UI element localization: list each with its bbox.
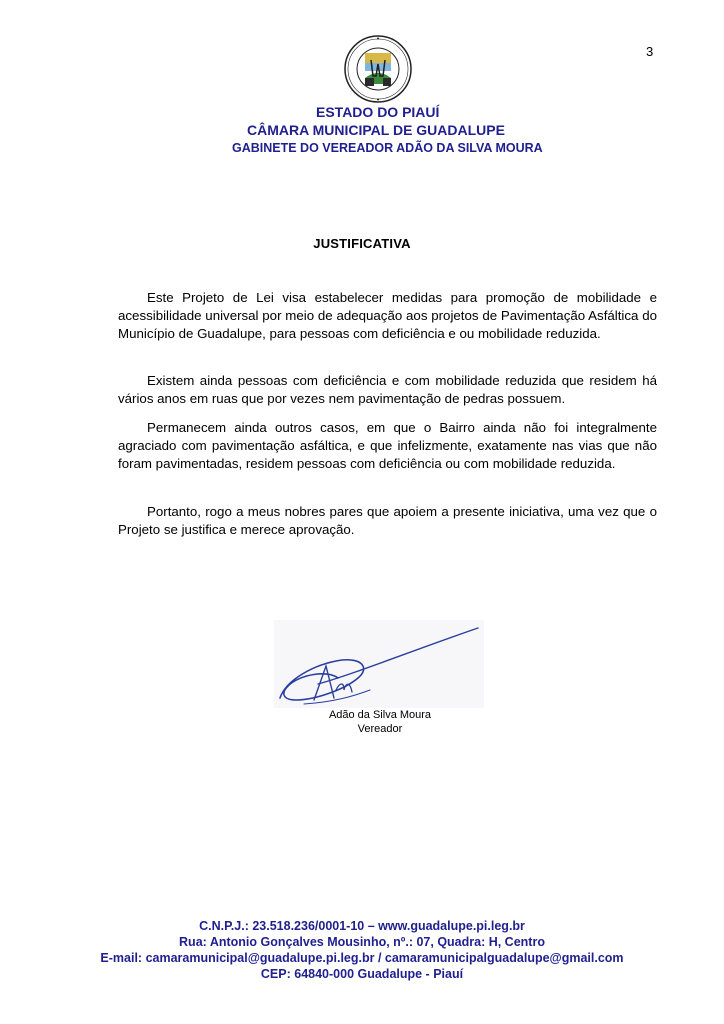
- signatory-name: Adão da Silva Moura: [328, 709, 432, 721]
- municipal-seal-logo: [343, 34, 413, 104]
- footer-cnpj-website: C.N.P.J.: 23.518.236/0001-10 – www.guadalupe.pi.leg.br: [199, 919, 525, 933]
- document-title: JUSTIFICATIVA: [313, 236, 411, 251]
- footer-address: Rua: Antonio Gonçalves Mousinho, nº.: 07, Quadra: H, Centro: [179, 935, 545, 949]
- footer-postal-code: CEP: 64840-000 Guadalupe - Piauí: [260, 967, 464, 981]
- handwritten-signature: [274, 620, 484, 708]
- paragraph-2: Existem ainda pessoas com deficiência e com mobilidade reduzida que residem há vários anos em ruas que por vezes nem pavimentação de pedras possuem.: [118, 373, 657, 406]
- paragraph-4: Portanto, rogo a meus nobres pares que apoiem a presente iniciativa, uma vez que o Projeto se justifica e merece aprovação.: [118, 504, 657, 537]
- paragraph-3: Permanecem ainda outros casos, em que o Bairro ainda não foi integralmente agraciado com pavimentação asfáltica, e que infelizmente, exatamente nas vias que não foram pavimentadas, residem pessoas com deficiência ou com mobilidade reduzida.: [118, 420, 657, 471]
- paragraph-1: Este Projeto de Lei visa estabelecer medidas para promoção de mobilidade e acessibilidade universal por meio de adequação aos projetos de Pavimentação Asfáltica do Município de Guadalupe, para pessoas com deficiência e ou mobilidade reduzida.: [118, 290, 657, 341]
- header-state-name: ESTADO DO PIAUÍ: [316, 104, 440, 120]
- page-number: 3: [646, 44, 654, 59]
- footer-email: E-mail: camaramunicipal@guadalupe.pi.leg.br / camaramunicipalguadalupe@gmail.com: [100, 951, 624, 965]
- header-cabinet-name: GABINETE DO VEREADOR ADÃO DA SILVA MOURA: [232, 141, 543, 155]
- signatory-role: Vereador: [357, 723, 403, 735]
- header-chamber-name: CÂMARA MUNICIPAL DE GUADALUPE: [247, 122, 505, 138]
